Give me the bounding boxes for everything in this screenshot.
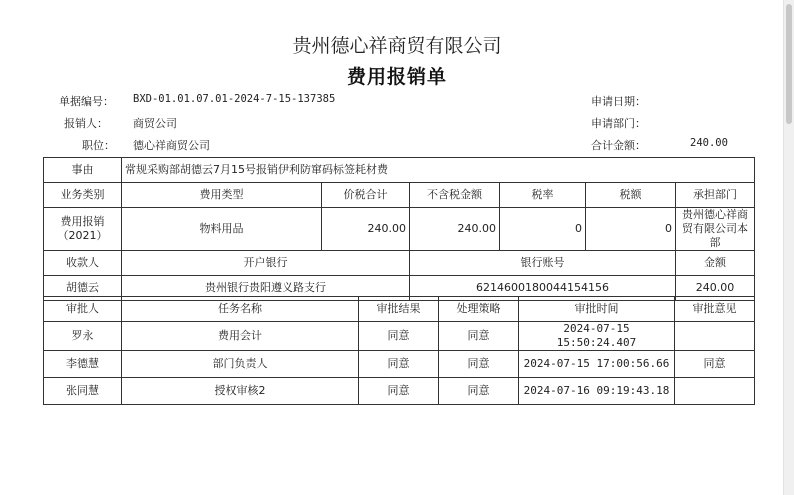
business-header-cell: 业务类别 xyxy=(44,183,122,208)
business-header-cell: 价税合计 xyxy=(322,183,410,208)
approval-header-result: 审批结果 xyxy=(359,297,439,322)
approval-cell-strategy: 同意 xyxy=(439,351,519,378)
document-title: 费用报销单 xyxy=(346,66,447,88)
business-header-cell: 承担部门 xyxy=(676,183,755,208)
bank-header-cell: 银行账号 xyxy=(410,251,676,276)
company-name: 贵州德心祥商贸有限公司 xyxy=(292,35,502,57)
approval-cell-result: 同意 xyxy=(359,322,439,351)
approval-cell-time: 2024-07-15 17:00:56.66 xyxy=(519,351,675,378)
approval-row xyxy=(44,322,755,351)
doc-no-value: BXD-01.01.07.01-2024-7-15-137385 xyxy=(133,93,336,105)
position-label: 职位： xyxy=(82,139,115,152)
bank-cell-account: 6214600180044154156 xyxy=(410,276,676,301)
reason-value: 常规采购部胡德云7月15号报销伊利防窜码标签耗材费 xyxy=(122,158,755,183)
reason-row xyxy=(44,158,755,183)
applicant-label: 报销人： xyxy=(64,117,108,130)
business-cell-net: 240.00 xyxy=(410,208,500,251)
bank-cell-payee: 胡德云 xyxy=(44,276,122,301)
position-value: 德心祥商贸公司 xyxy=(133,139,210,152)
approval-cell-approver: 张同慧 xyxy=(44,378,122,405)
business-header-cell: 费用类型 xyxy=(122,183,322,208)
approval-cell-opinion xyxy=(675,322,755,351)
approval-cell-task: 授权审核2 xyxy=(122,378,359,405)
business-cell-rate: 0 xyxy=(500,208,586,251)
doc-no-label: 单据编号： xyxy=(59,95,114,108)
business-data-row xyxy=(44,208,755,251)
approval-header-row xyxy=(44,297,755,322)
approval-cell-task: 部门负责人 xyxy=(122,351,359,378)
business-header-cell: 税率 xyxy=(500,183,586,208)
approval-header-time: 审批时间 xyxy=(519,297,675,322)
approval-header-opinion: 审批意见 xyxy=(675,297,755,322)
business-header-row xyxy=(44,183,755,208)
approval-cell-approver: 罗永 xyxy=(44,322,122,351)
apply-dept-label: 申请部门： xyxy=(591,117,646,130)
apply-date-label: 申请日期： xyxy=(591,95,646,108)
approval-cell-strategy: 同意 xyxy=(439,322,519,351)
bank-cell-amount: 240.00 xyxy=(676,276,755,301)
approval-header-approver: 审批人 xyxy=(44,297,122,322)
total-amount-value: 240.00 xyxy=(690,137,728,149)
bank-header-row xyxy=(44,251,755,276)
approval-cell-opinion xyxy=(675,378,755,405)
approval-cell-opinion: 同意 xyxy=(675,351,755,378)
reason-label: 事由 xyxy=(44,158,122,183)
bank-cell-bank: 贵州银行贵阳遵义路支行 xyxy=(122,276,410,301)
expense-table xyxy=(43,157,755,301)
approval-cell-result: 同意 xyxy=(359,378,439,405)
business-cell-tax: 0 xyxy=(586,208,676,251)
scrollbar-thumb[interactable] xyxy=(786,4,792,124)
approval-header-task: 任务名称 xyxy=(122,297,359,322)
approval-row xyxy=(44,378,755,405)
bank-header-cell: 开户银行 xyxy=(122,251,410,276)
business-cell-total: 240.00 xyxy=(322,208,410,251)
approval-cell-strategy: 同意 xyxy=(439,378,519,405)
business-header-cell: 不含税金额 xyxy=(410,183,500,208)
business-header-cell: 税额 xyxy=(586,183,676,208)
applicant-value: 商贸公司 xyxy=(133,117,177,130)
bank-header-cell: 金额 xyxy=(676,251,755,276)
approval-cell-result: 同意 xyxy=(359,351,439,378)
approval-row xyxy=(44,351,755,378)
business-cell-type: 物料用品 xyxy=(122,208,322,251)
total-amount-label: 合计金额： xyxy=(591,139,646,152)
approval-cell-task: 费用会计 xyxy=(122,322,359,351)
approval-cell-time: 2024-07-16 09:19:43.18 xyxy=(519,378,675,405)
bank-header-cell: 收款人 xyxy=(44,251,122,276)
approval-cell-time: 2024-07-15 15:50:24.407 xyxy=(519,322,675,351)
approval-table xyxy=(43,296,755,405)
business-cell-dept: 贵州德心祥商贸有限公司本部 xyxy=(676,208,755,251)
business-cell-category: 费用报销（2021） xyxy=(44,208,122,251)
approval-header-strategy: 处理策略 xyxy=(439,297,519,322)
vertical-scrollbar[interactable] xyxy=(783,0,794,495)
approval-cell-approver: 李德慧 xyxy=(44,351,122,378)
